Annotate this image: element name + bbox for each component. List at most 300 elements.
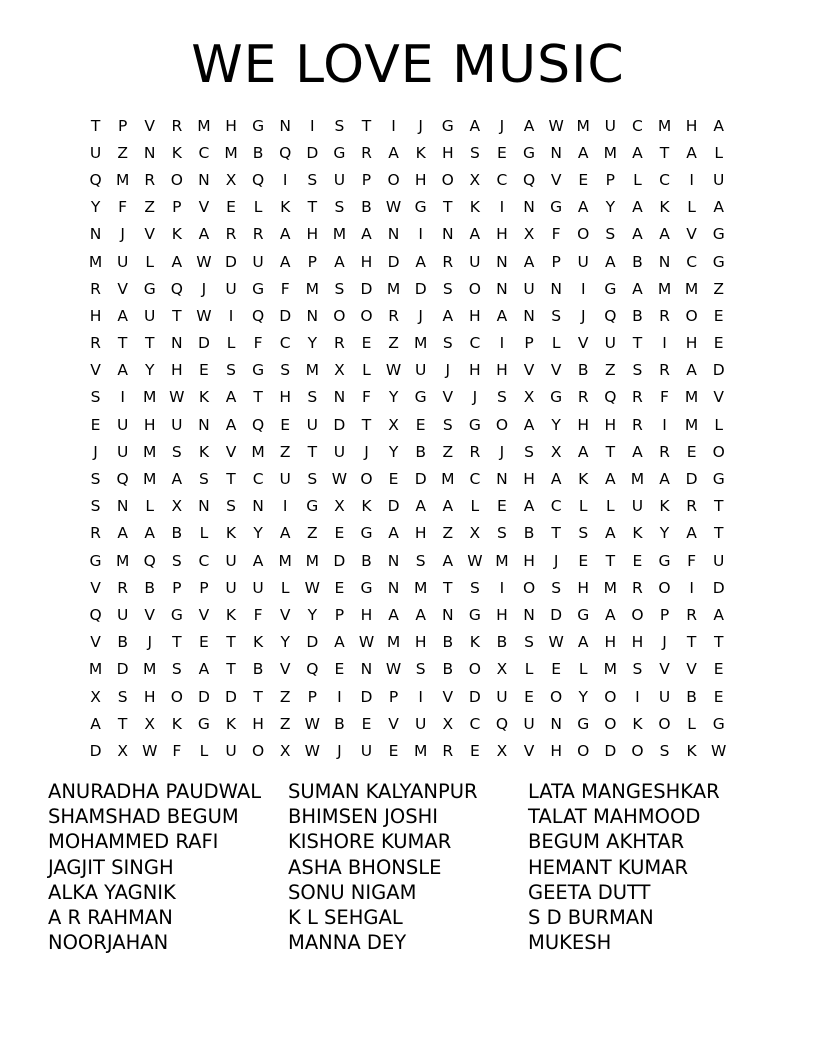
grid-letter: A [632, 442, 643, 461]
grid-letter: K [686, 741, 697, 760]
word-item: A R RAHMAN [48, 906, 173, 930]
grid-letter: U [713, 551, 725, 570]
grid-letter: I [282, 497, 288, 516]
grid-letter: S [280, 361, 291, 380]
grid-letter: F [172, 741, 182, 760]
grid-letter: G [360, 578, 373, 597]
grid-letter: O [604, 687, 617, 706]
grid-letter: J [499, 116, 505, 135]
grid-letter: C [469, 470, 481, 489]
grid-letter: P [551, 252, 561, 271]
grid-letter: H [496, 361, 508, 380]
grid-letter: X [279, 741, 291, 760]
grid-letter: V [388, 714, 399, 733]
grid-letter: A [279, 524, 291, 543]
grid-letter: O [604, 714, 617, 733]
grid-letter: C [252, 470, 264, 489]
grid-letter: N [441, 605, 454, 624]
grid-letter: R [90, 524, 101, 543]
grid-letter: X [469, 170, 481, 189]
grid-letter: Q [252, 170, 265, 189]
grid-row [82, 330, 732, 357]
grid-letter: S [497, 388, 507, 407]
grid-letter: S [578, 524, 589, 543]
grid-letter: V [550, 170, 562, 189]
word-column [288, 779, 528, 955]
grid-letter: O [550, 687, 563, 706]
grid-letter: F [253, 605, 263, 624]
grid-letter: K [469, 633, 480, 652]
grid-letter: E [361, 714, 372, 733]
grid-letter: J [418, 116, 423, 135]
grid-letter: P [172, 198, 182, 217]
grid-letter: U [279, 470, 291, 489]
grid-letter: Y [659, 524, 670, 543]
grid-letter: A [279, 225, 291, 244]
grid-letter: S [442, 334, 453, 353]
grid-letter: O [252, 741, 265, 760]
grid-letter: I [580, 279, 586, 298]
grid-letter: I [662, 334, 667, 353]
grid-letter: S [307, 170, 318, 189]
grid-letter: B [442, 633, 454, 652]
grid-letter: W [385, 361, 402, 380]
grid-letter: T [443, 578, 453, 597]
grid-letter: O [631, 605, 644, 624]
grid-letter: M [88, 660, 103, 679]
grid-letter: G [468, 415, 481, 434]
grid-letter: R [659, 442, 670, 461]
grid-letter: Z [279, 442, 291, 461]
grid-letter: A [550, 470, 562, 489]
grid-row [82, 384, 732, 411]
grid-letter: E [713, 687, 724, 706]
grid-letter: X [523, 225, 535, 244]
grid-letter: A [577, 633, 589, 652]
grid-letter: M [413, 741, 428, 760]
grid-letter: U [604, 334, 616, 353]
grid-letter: T [713, 497, 724, 516]
grid-letter: L [524, 660, 534, 679]
grid-letter: Q [522, 170, 536, 189]
grid-letter: A [632, 279, 643, 298]
grid-letter: T [90, 116, 101, 135]
word-item: JAGJIT SINGH [48, 855, 174, 879]
grid-row [82, 194, 732, 221]
grid-letter: W [196, 306, 212, 325]
grid-letter: P [307, 252, 317, 271]
grid-letter: R [225, 225, 237, 244]
grid-row [82, 248, 732, 275]
grid-letter: M [576, 116, 590, 135]
grid-letter: S [524, 633, 534, 652]
grid-letter: Y [280, 633, 290, 652]
grid-letter: K [225, 605, 237, 624]
grid-letter: M [143, 442, 157, 461]
grid-letter: T [172, 633, 182, 652]
grid-letter: M [88, 252, 103, 271]
grid-letter: Y [307, 605, 318, 624]
grid-letter: C [469, 334, 481, 353]
grid-letter: W [331, 470, 348, 489]
grid-letter: D [306, 633, 319, 652]
grid-letter: L [578, 660, 588, 679]
grid-letter: M [332, 225, 347, 244]
grid-letter: S [442, 279, 453, 298]
grid-letter: X [469, 524, 481, 543]
grid-letter: N [496, 470, 508, 489]
grid-letter: C [659, 170, 670, 189]
grid-letter: I [689, 170, 694, 189]
grid-letter: L [145, 252, 155, 271]
grid-letter: R [686, 497, 697, 516]
grid-letter: N [360, 660, 373, 679]
grid-letter: Q [604, 388, 617, 407]
grid-letter: A [469, 116, 481, 135]
grid-letter: D [712, 578, 725, 597]
grid-letter: T [551, 524, 561, 543]
grid-letter: R [577, 388, 589, 407]
grid-letter: E [551, 660, 562, 679]
grid-letter: H [523, 470, 535, 489]
grid-letter: X [496, 660, 508, 679]
grid-letter: M [305, 279, 319, 298]
grid-letter: J [580, 306, 586, 325]
grid-letter: T [361, 116, 372, 135]
grid-letter: S [469, 143, 480, 162]
grid-letter: U [252, 252, 264, 271]
word-column [48, 779, 288, 955]
grid-letter: R [686, 605, 697, 624]
grid-letter: S [307, 470, 318, 489]
grid-row [82, 275, 732, 302]
grid-letter: P [524, 334, 534, 353]
grid-letter: J [418, 306, 423, 325]
grid-row [82, 221, 732, 248]
grid-letter: U [523, 714, 535, 733]
grid-letter: C [279, 334, 291, 353]
grid-letter: T [145, 334, 155, 353]
grid-letter: N [198, 497, 210, 516]
grid-row [82, 493, 732, 520]
grid-letter: V [198, 198, 210, 217]
grid-letter: O [468, 279, 481, 298]
grid-letter: Z [388, 334, 399, 353]
grid-letter: P [172, 578, 182, 597]
grid-letter: G [712, 470, 725, 489]
grid-letter: A [388, 143, 399, 162]
grid-letter: B [252, 143, 264, 162]
grid-row [82, 357, 732, 384]
grid-letter: L [578, 497, 588, 516]
grid-letter: U [116, 605, 129, 624]
grid-letter: Q [170, 279, 183, 298]
grid-letter: H [604, 633, 617, 652]
grid-letter: K [632, 714, 643, 733]
grid-letter: Z [306, 524, 318, 543]
grid-letter: D [197, 687, 210, 706]
grid-letter: L [199, 741, 209, 760]
grid-letter: C [496, 170, 508, 189]
grid-letter: M [305, 551, 319, 570]
grid-letter: J [553, 551, 559, 570]
grid-letter: H [523, 551, 535, 570]
grid-letter: G [333, 143, 346, 162]
grid-letter: M [657, 279, 672, 298]
grid-letter: W [169, 388, 185, 407]
grid-letter: T [713, 524, 724, 543]
grid-letter: C [469, 714, 481, 733]
grid-letter: D [387, 252, 400, 271]
grid-letter: I [418, 687, 423, 706]
grid-letter: E [578, 170, 589, 189]
grid-letter: G [577, 605, 590, 624]
grid-letter: T [659, 143, 670, 162]
grid-letter: S [90, 470, 101, 489]
grid-letter: E [713, 334, 724, 353]
grid-letter: S [659, 741, 670, 760]
grid-letter: L [253, 198, 263, 217]
grid-letter: M [413, 578, 428, 597]
grid-letter: B [523, 524, 535, 543]
grid-letter: M [197, 116, 211, 135]
grid-letter: V [144, 225, 156, 244]
grid-letter: S [226, 497, 236, 516]
grid-letter: J [120, 225, 125, 244]
grid-letter: S [442, 415, 453, 434]
grid-letter: R [442, 741, 454, 760]
grid-letter: Q [604, 306, 617, 325]
grid-letter: D [116, 660, 129, 679]
grid-letter: U [577, 252, 589, 271]
grid-letter: U [252, 578, 264, 597]
grid-letter: H [577, 578, 590, 597]
grid-letter: U [496, 687, 508, 706]
grid-letter: W [385, 660, 402, 679]
grid-letter: I [499, 198, 505, 217]
grid-letter: L [633, 170, 642, 189]
word-item: TALAT MAHMOOD [528, 805, 701, 829]
grid-letter: Y [605, 198, 616, 217]
grid-letter: W [304, 741, 320, 760]
grid-letter: A [442, 306, 454, 325]
grid-letter: U [414, 361, 427, 380]
grid-letter: H [496, 605, 508, 624]
grid-letter: U [306, 415, 318, 434]
grid-letter: N [550, 279, 562, 298]
grid-letter: T [172, 306, 182, 325]
grid-letter: X [442, 714, 454, 733]
grid-letter: Z [279, 714, 291, 733]
grid-letter: K [171, 714, 182, 733]
grid-letter: M [251, 442, 265, 461]
grid-letter: K [578, 470, 589, 489]
grid-letter: B [144, 578, 156, 597]
grid-letter: X [334, 361, 345, 380]
grid-letter: M [603, 578, 618, 597]
grid-letter: A [713, 605, 724, 624]
grid-letter: F [118, 198, 128, 217]
grid-letter: K [171, 143, 182, 162]
word-item: K L SEHGAL [288, 906, 403, 930]
grid-letter: M [115, 170, 130, 189]
grid-letter: D [685, 470, 698, 489]
grid-letter: T [226, 633, 236, 652]
grid-letter: G [143, 279, 156, 298]
grid-letter: O [360, 306, 373, 325]
grid-letter: L [687, 714, 696, 733]
grid-letter: Z [442, 524, 454, 543]
grid-letter: N [333, 388, 346, 407]
grid-letter: Z [605, 361, 616, 380]
grid-letter: Y [578, 687, 588, 706]
grid-letter: U [116, 442, 129, 461]
grid-letter: E [415, 415, 426, 434]
grid-letter: A [686, 143, 697, 162]
grid-letter: N [116, 497, 129, 516]
grid-letter: M [143, 388, 157, 407]
grid-letter: X [171, 497, 183, 516]
grid-letter: F [660, 388, 669, 407]
grid-letter: D [414, 279, 427, 298]
grid-letter: H [252, 714, 264, 733]
grid-letter: N [523, 605, 535, 624]
grid-letter: B [252, 660, 264, 679]
grid-letter: W [142, 741, 158, 760]
grid-letter: S [524, 442, 534, 461]
grid-letter: K [632, 524, 643, 543]
grid-letter: H [441, 143, 454, 162]
grid-letter: N [198, 170, 210, 189]
grid-letter: K [198, 388, 209, 407]
grid-letter: G [577, 714, 590, 733]
grid-letter: B [496, 633, 508, 652]
grid-letter: E [334, 660, 345, 679]
grid-letter: D [225, 252, 237, 271]
grid-letter: A [279, 252, 291, 271]
word-column [528, 779, 768, 955]
word-item: KISHORE KUMAR [288, 830, 452, 854]
grid-letter: X [523, 388, 535, 407]
grid-letter: V [550, 361, 562, 380]
grid-letter: O [333, 306, 346, 325]
grid-letter: B [632, 252, 643, 271]
grid-letter: U [604, 116, 616, 135]
grid-letter: V [442, 687, 454, 706]
grid-letter: D [360, 279, 373, 298]
grid-letter: A [334, 633, 345, 652]
grid-letter: R [659, 306, 670, 325]
grid-letter: E [632, 551, 643, 570]
grid-letter: R [144, 170, 156, 189]
grid-letter: X [496, 741, 508, 760]
grid-letter: F [253, 334, 263, 353]
grid-letter: O [468, 660, 481, 679]
grid-row [82, 438, 732, 465]
grid-letter: T [361, 415, 372, 434]
grid-letter: J [337, 741, 342, 760]
grid-letter: S [199, 470, 209, 489]
grid-letter: A [117, 306, 128, 325]
grid-letter: G [306, 497, 319, 516]
grid-letter: G [252, 116, 265, 135]
grid-letter: N [252, 497, 264, 516]
grid-letter: K [225, 524, 237, 543]
word-item: HEMANT KUMAR [528, 855, 689, 879]
grid-letter: U [225, 551, 237, 570]
grid-letter: G [712, 252, 725, 271]
grid-letter: S [334, 198, 345, 217]
grid-letter: N [496, 279, 508, 298]
grid-letter: R [442, 252, 454, 271]
grid-letter: A [523, 116, 535, 135]
word-item: S D BURMAN [528, 906, 654, 930]
grid-letter: A [252, 551, 264, 570]
grid-letter: G [441, 116, 454, 135]
grid-letter: J [147, 633, 153, 652]
grid-row [82, 737, 732, 764]
word-item: GEETA DUTT [528, 880, 651, 904]
grid-letter: B [442, 660, 454, 679]
grid-letter: V [198, 605, 210, 624]
grid-letter: R [117, 578, 129, 597]
grid-letter: V [144, 605, 156, 624]
grid-letter: K [469, 198, 480, 217]
grid-letter: E [226, 198, 236, 217]
grid-letter: N [550, 143, 562, 162]
grid-letter: E [497, 143, 507, 162]
grid-letter: A [415, 605, 426, 624]
grid-letter: A [686, 361, 697, 380]
grid-letter: W [548, 116, 564, 135]
grid-letter: V [577, 334, 589, 353]
grid-letter: H [143, 415, 156, 434]
grid-letter: H [469, 361, 481, 380]
grid-letter: C [198, 143, 210, 162]
grid-letter: N [198, 415, 210, 434]
grid-letter: K [280, 198, 291, 217]
grid-letter: B [334, 714, 345, 733]
grid-letter: F [280, 279, 290, 298]
word-item: NOORJAHAN [48, 931, 169, 955]
grid-letter: R [334, 334, 345, 353]
grid-letter: B [361, 551, 372, 570]
grid-letter: O [522, 578, 536, 597]
grid-letter: S [469, 578, 480, 597]
grid-letter: Q [89, 170, 102, 189]
grid-letter: A [225, 415, 237, 434]
grid-letter: A [659, 470, 670, 489]
grid-letter: M [278, 551, 292, 570]
grid-letter: J [445, 361, 451, 380]
grid-letter: N [441, 225, 454, 244]
grid-letter: Y [551, 415, 561, 434]
grid-letter: K [225, 714, 237, 733]
grid-letter: P [307, 687, 317, 706]
word-item: MANNA DEY [288, 931, 407, 955]
grid-letter: M [386, 279, 401, 298]
grid-letter: U [333, 170, 346, 189]
grid-letter: I [120, 388, 125, 407]
grid-letter: S [117, 687, 128, 706]
grid-letter: U [414, 714, 427, 733]
grid-letter: L [687, 198, 696, 217]
grid-letter: V [90, 578, 101, 597]
grid-letter: K [659, 497, 670, 516]
grid-letter: N [143, 143, 156, 162]
grid-letter: J [499, 442, 505, 461]
grid-letter: W [304, 714, 320, 733]
